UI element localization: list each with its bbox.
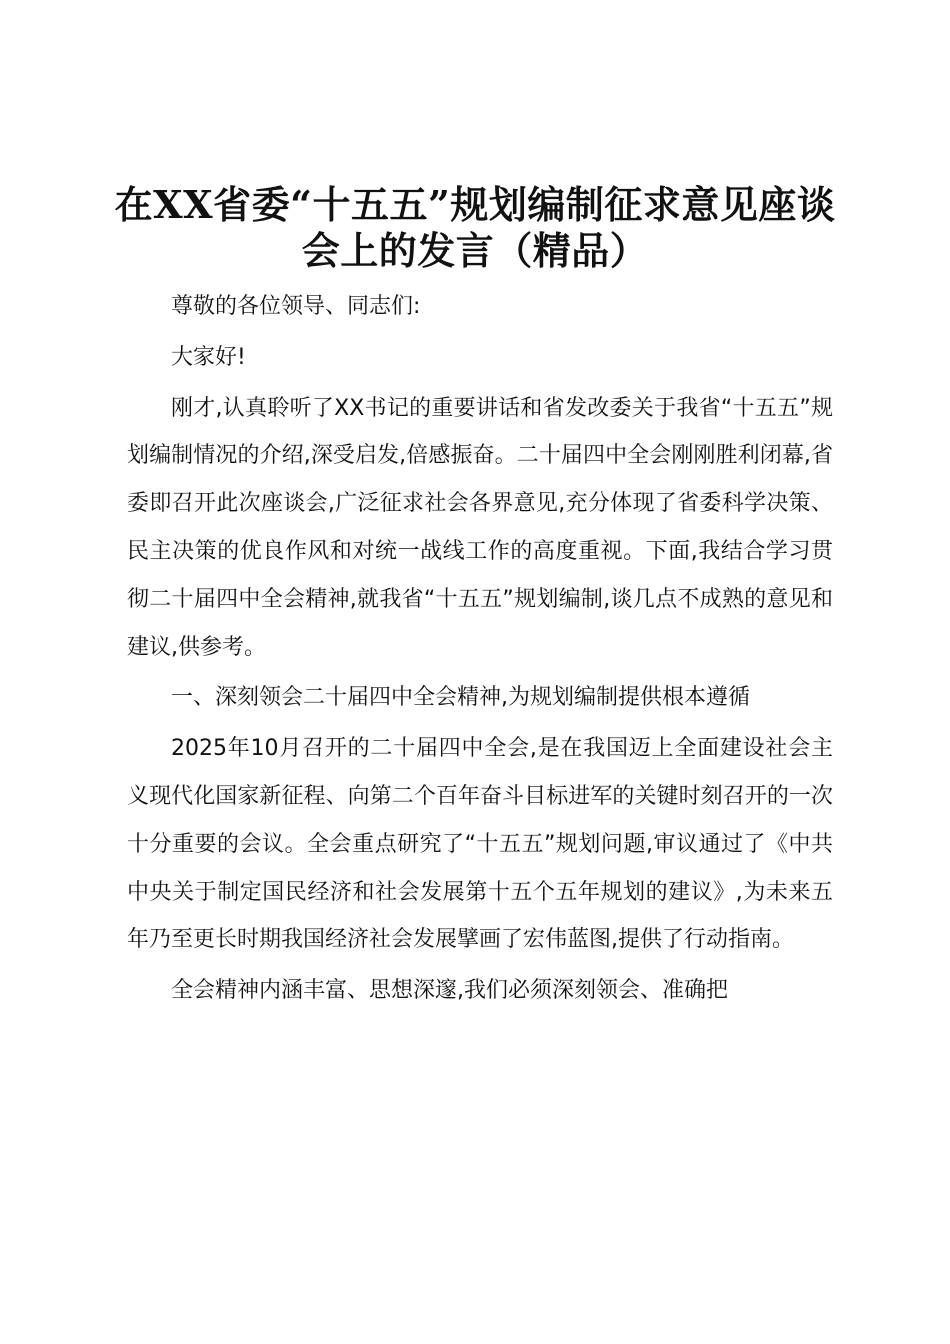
intro-paragraph: 刚才,认真聆听了XX书记的重要讲话和省发改委关于我省“十五五”规划编制情况的介绍,深受启发,倍感振奋。二十届四中全会刚刚胜利闭幕,省委即召开此次座谈会,广泛征求社会各界意见,充分体现了省委科学决策、民主决策的优良作风和对统一战线工作的高度重视。下面,我结合学习贯彻二十届四中全会精神,就我省“十五五”规划编制,谈几点不成熟的意见和建议,供参考。 (127, 395, 833, 660)
greeting: 大家好! (171, 344, 246, 370)
document-body (127, 283, 833, 1018)
section-heading: 一、深刻领会二十届四中全会精神,为规划编制提供根本遵循 (171, 685, 750, 711)
body-paragraph: 2025年10月召开的二十届四中全会,是在我国迈上全面建设社会主义现代化国家新征程、向第二个百年奋斗目标进军的关键时刻召开的一次十分重要的会议。全会重点研究了“十五五”规划问题,审议通过了《中共中央关于制定国民经济和社会发展第十五个五年规划的建议》,为未来五年乃至更长时期我国经济社会发展擘画了宏伟蓝图,提供了行动指南。 (127, 736, 833, 953)
document-title: 在XX省委“十五五”规划编制征求意见座谈会上的发言（精品） (114, 182, 836, 273)
salutation: 尊敬的各位领导、同志们: (171, 294, 421, 319)
body-paragraph-truncated: 全会精神内涵丰富、思想深邃,我们必须深刻领会、准确把 (171, 978, 728, 1004)
